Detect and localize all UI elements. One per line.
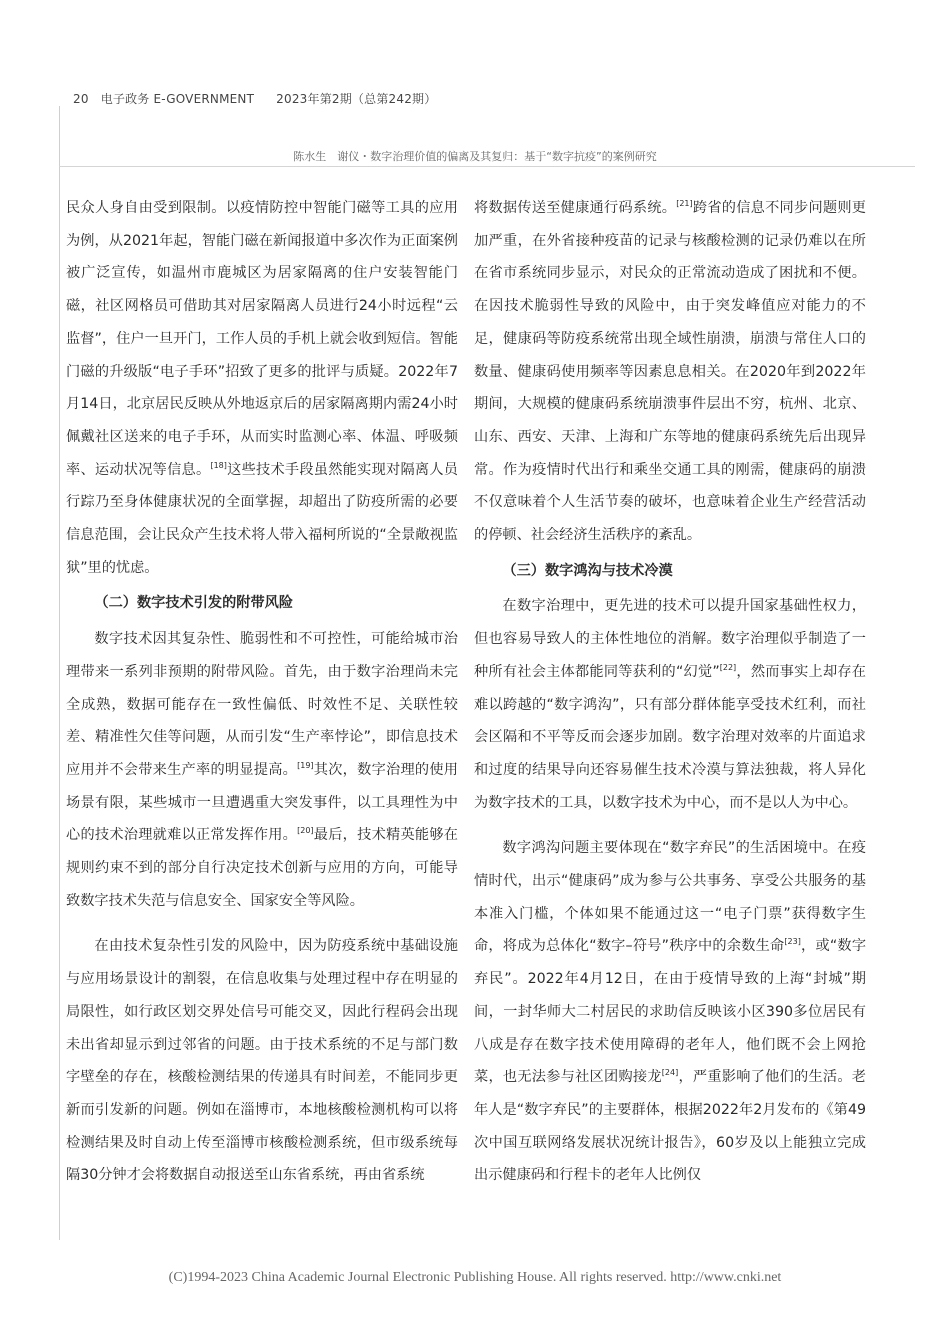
citation: [19] xyxy=(297,760,314,770)
header-divider xyxy=(59,166,915,167)
journal-name: 电子政务 E-GOVERNMENT xyxy=(100,92,255,106)
issue-info: 2023年第2期（总第242期） xyxy=(276,92,437,106)
citation: [21] xyxy=(676,199,693,208)
left-column xyxy=(66,192,458,1192)
page-number: 20 xyxy=(73,92,89,106)
citation: [20] xyxy=(297,826,314,836)
citation: [24] xyxy=(661,1068,679,1078)
copyright-footer: (C)1994-2023 China Academic Journal Electronic Publishing House. All rights reserved. http://www.cnki.net xyxy=(168,1270,782,1285)
paragraph: 数字鸿沟问题主要体现在“数字弃民”的生活困境中。在疫情时代，出示“健康码”成为参与公共事务、享受公共服务的基本准入门槛，个体如果不能通过这一“电子门票”获得数字生命，将成为总体化“数字–符号”秩序中的余数生命[23]，或“数字弃民”。2022年4月12日，在由于疫情导致的上海“封城”期间，一封华师大二村居民的求助信反映该小区390多位居民有八成是存在数字技术使用障碍的老年人，他们既不会上网抢菜，也无法参与社区团购接龙[24]，严重影响了他们的生活。老年人是“数字弃民”的主要群体，根据2022年2月发布的《第49次中国互联网络发展状况统计报告》，60岁及以上能独立完成出示健康码和行程卡的老年人比例仅 xyxy=(474,840,867,1184)
section-heading: （三）数字鸿沟与技术冷漠 xyxy=(502,562,673,579)
running-header xyxy=(73,90,436,107)
margin-rule xyxy=(59,106,60,1240)
article-running-title: 陈水生 谢仪・数字治理价值的偏离及其复归：基于“数字抗疫”的案例研究 xyxy=(293,150,657,163)
paragraph: 数字技术因其复杂性、脆弱性和不可控性，可能给城市治理带来一系列非预期的附带风险。首先，由于数字治理尚未完全成熟，数据可能存在一致性偏低、时效性不足、关联性较差、精准性欠佳等问题，从而引发“生产率悖论”，即信息技术应用并不会带来生产率的明显提高。[19]其次，数字治理的使用场景有限，某些城市一旦遭遇重大突发事件，以工具理性为中心的技术治理就难以正常发挥作用。[20]最后，技术精英能够在规则约束不到的部分自行决定技术创新与应用的方向，可能导致数字技术失范与信息安全、国家安全等风险。 xyxy=(66,631,458,909)
citation: [18] xyxy=(210,460,227,470)
paragraph: 民众人身自由受到限制。以疫情防控中智能门磁等工具的应用为例，从2021年起，智能门磁在新闻报道中多次作为正面案例被广泛宣传，如温州市鹿城区为居家隔离的住户安装智能门磁，社区网格员可借助其对居家隔离人员进行24小时远程“云监督”，住户一旦开门，工作人员的手机上就会收到短信。智能门磁的升级版“电子手环”招致了更多的批评与质疑。2022年7月14日，北京居民反映从外地返京后的居家隔离期内需24小时佩戴社区送来的电子手环，从而实时监测心率、体温、呼吸频率、运动状况等信息。[18]这些技术手段虽然能实现对隔离人员行踪乃至身体健康状况的全面掌握，却超出了防疫所需的必要信息范围，会让民众产生技术将人带入福柯所说的“全景敞视监狱”里的忧虑。 xyxy=(66,200,458,576)
paragraph: 在由技术复杂性引发的风险中，因为防疫系统中基础设施与应用场景设计的割裂，在信息收集与处理过程中存在明显的局限性，如行政区划交界处信号可能交叉，因此行程码会出现未出省却显示到过邻省的问题。由于技术系统的不足与部门数字壁垒的存在，核酸检测结果的传递具有时间差，不能同步更新而引发新的问题。例如在淄博市，本地核酸检测机构可以将检测结果及时自动上传至淄博市核酸检测系统，但市级系统每隔30分钟才会将数据自动报送至山东省系统，再由省系统 xyxy=(66,938,458,1184)
paragraph: 在数字治理中，更先进的技术可以提升国家基础性权力，但也容易导致人的主体性地位的消解。数字治理似乎制造了一种所有社会主体都能同等获利的“幻觉”[22]，然而事实上却存在难以跨越的“数字鸿沟”，只有部分群体能享受技术红利，而社会区隔和不平等反而会逐步加剧。数字治理对效率的片面追求和过度的结果导向还容易催生技术冷漠与算法独裁，将人异化为数字技术的工具，以数字技术为中心，而不是以人为中心。 xyxy=(474,598,866,811)
right-column xyxy=(474,192,866,1192)
citation: [22] xyxy=(719,662,737,672)
section-heading: （二）数字技术引发的附带风险 xyxy=(94,595,294,612)
paragraph: 将数据传送至健康通行码系统。[21]跨省的信息不同步问题则更加严重，在外省接种疫苗的记录与核酸检测的记录仍难以在所在省市系统同步显示，对民众的正常流动造成了困扰和不便。在因技术脆弱性导致的风险中，由于突发峰值应对能力的不足，健康码等防疫系统常出现全域性崩溃，崩溃与常住人口的数量、健康码使用频率等因素息息相关。在2020年到2022年期间，大规模的健康码系统崩溃事件层出不穷，杭州、北京、山东、西安、天津、上海和广东等地的健康码系统先后出现异常。作为疫情时代出行和乘坐交通工具的刚需，健康码的崩溃不仅意味着个人生活节奏的破坏，也意味着企业生产经营活动的停顿、社会经济生活秩序的紊乱。 xyxy=(474,199,866,544)
citation: [23] xyxy=(784,937,801,947)
